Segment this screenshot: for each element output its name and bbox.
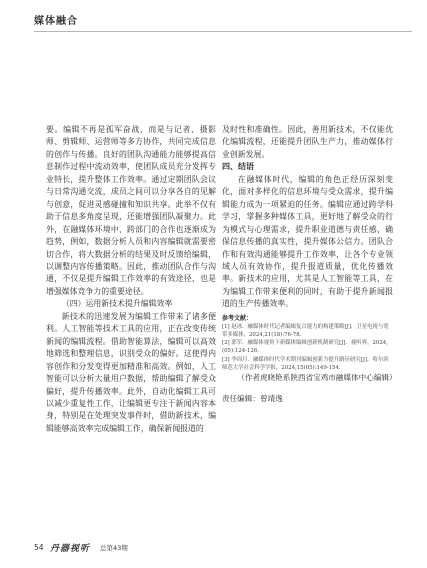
paragraph: 及时性和准确性。因此，善用新技术，不仅能优化编辑流程，还能提升团队生产力，推动媒体行业创新发展。: [222, 125, 393, 159]
page-number: 54: [34, 543, 44, 552]
responsible-editor: 责任编辑：曾靖逸: [222, 394, 283, 404]
reference-item: [2] 郭军．融媒体视角下新媒体编辑创新机制研究[J]．视听界，2024,(05):124-126.: [222, 340, 388, 355]
section-heading: 四、结语: [222, 162, 254, 172]
page-header: [0, 0, 427, 32]
header-divider: [34, 31, 412, 32]
paragraph: 要。编辑不再是孤军奋战，而是与记者、摄影师、剪辑师、运营师等多方协作，共同完成信息的创作与传播。良好的团队沟通能力能够提高信息制作过程中流动效率，使团队成员充分发挥专业特长，提升整体工作效率。通过定期团队会议与日常沟通交流，成员之间可以分享各自的见解与创意，促进灵感碰撞和知识共享。此举不仅有助于信息多角度呈现，还能增强团队凝聚力。此外，在融媒体环境中，跨部门的合作也逐渐成为趋势，例如，数据分析人员和内容编辑就需要密切合作，将大数据分析的结果及时反馈给编辑，以调整内容传播策略。因此，推动团队合作与沟通，不仅是提升编辑工作效率的有效途径，也是增强媒体竞争力的重要途径。: [46, 125, 216, 296]
left-column: [46, 124, 216, 435]
reference-item: [3] 李周月．融媒体时代学术期刊编辑创新力提升路径研究[J]．哈尔滨师范大学社会科学学报，2024,15(05):149-154.: [222, 356, 389, 371]
right-column: [222, 124, 397, 405]
author-note: （作者虎晓艳系陕西省宝鸡市融媒体中心编辑）: [237, 373, 397, 383]
references-title: 参考文献：: [222, 314, 253, 322]
section-tag: 媒体融合: [34, 16, 78, 27]
issue-number: 总第43期: [100, 544, 128, 552]
paragraph: 新技术的迅速发展为编辑工作带来了诸多便利。人工智能等技术工具的应用，正在改变传统新闻的编辑流程。借助智能算法，编辑可以高效地筛选和整理信息，识别受众的偏好。这使得内容创作和分发变得更加精准和高效。例如，人工智能可以分析大量用户数据，帮助编辑了解受众偏好，提升传播效率。此外，自动化编辑工具可以减少重复性工作，让编辑更专注于新闻内容本身，特别是在处理突发事件时，借助新技术，编辑能够高效率完成编辑工作，确保新闻报道的: [46, 311, 216, 433]
reference-item: [1] 赵冰．融媒体时代记者编辑复合能力的构建策略[J]．卫星电视与宽带多媒体，2024,21(18):76-78.: [222, 323, 389, 338]
subsection-heading: （四）运用新技术提升编辑效率: [61, 299, 173, 309]
page-footer: [34, 541, 412, 555]
paragraph: 在融媒体时代，编辑的角色正经历深刻变化，面对多样化的信息环境与受众需求，提升编辑能力成为一项紧迫的任务。编辑应通过跨学科学习，掌握多种媒体工具，更好地了解受众的行为模式与心理需求，提升职业道德与责任感，确保信息传播的真实性，提升媒体公信力。团队合作和有效沟通能够提升工作效率，让各个专业领域人员有效协作，提升报道质量，优化传播效率。新技术的应用，尤其是人工智能等工具，在为编辑工作带来便利的同时，有助于提升新闻报道的生产传播效率。: [222, 174, 393, 309]
journal-name: 丹器视听: [50, 544, 91, 554]
